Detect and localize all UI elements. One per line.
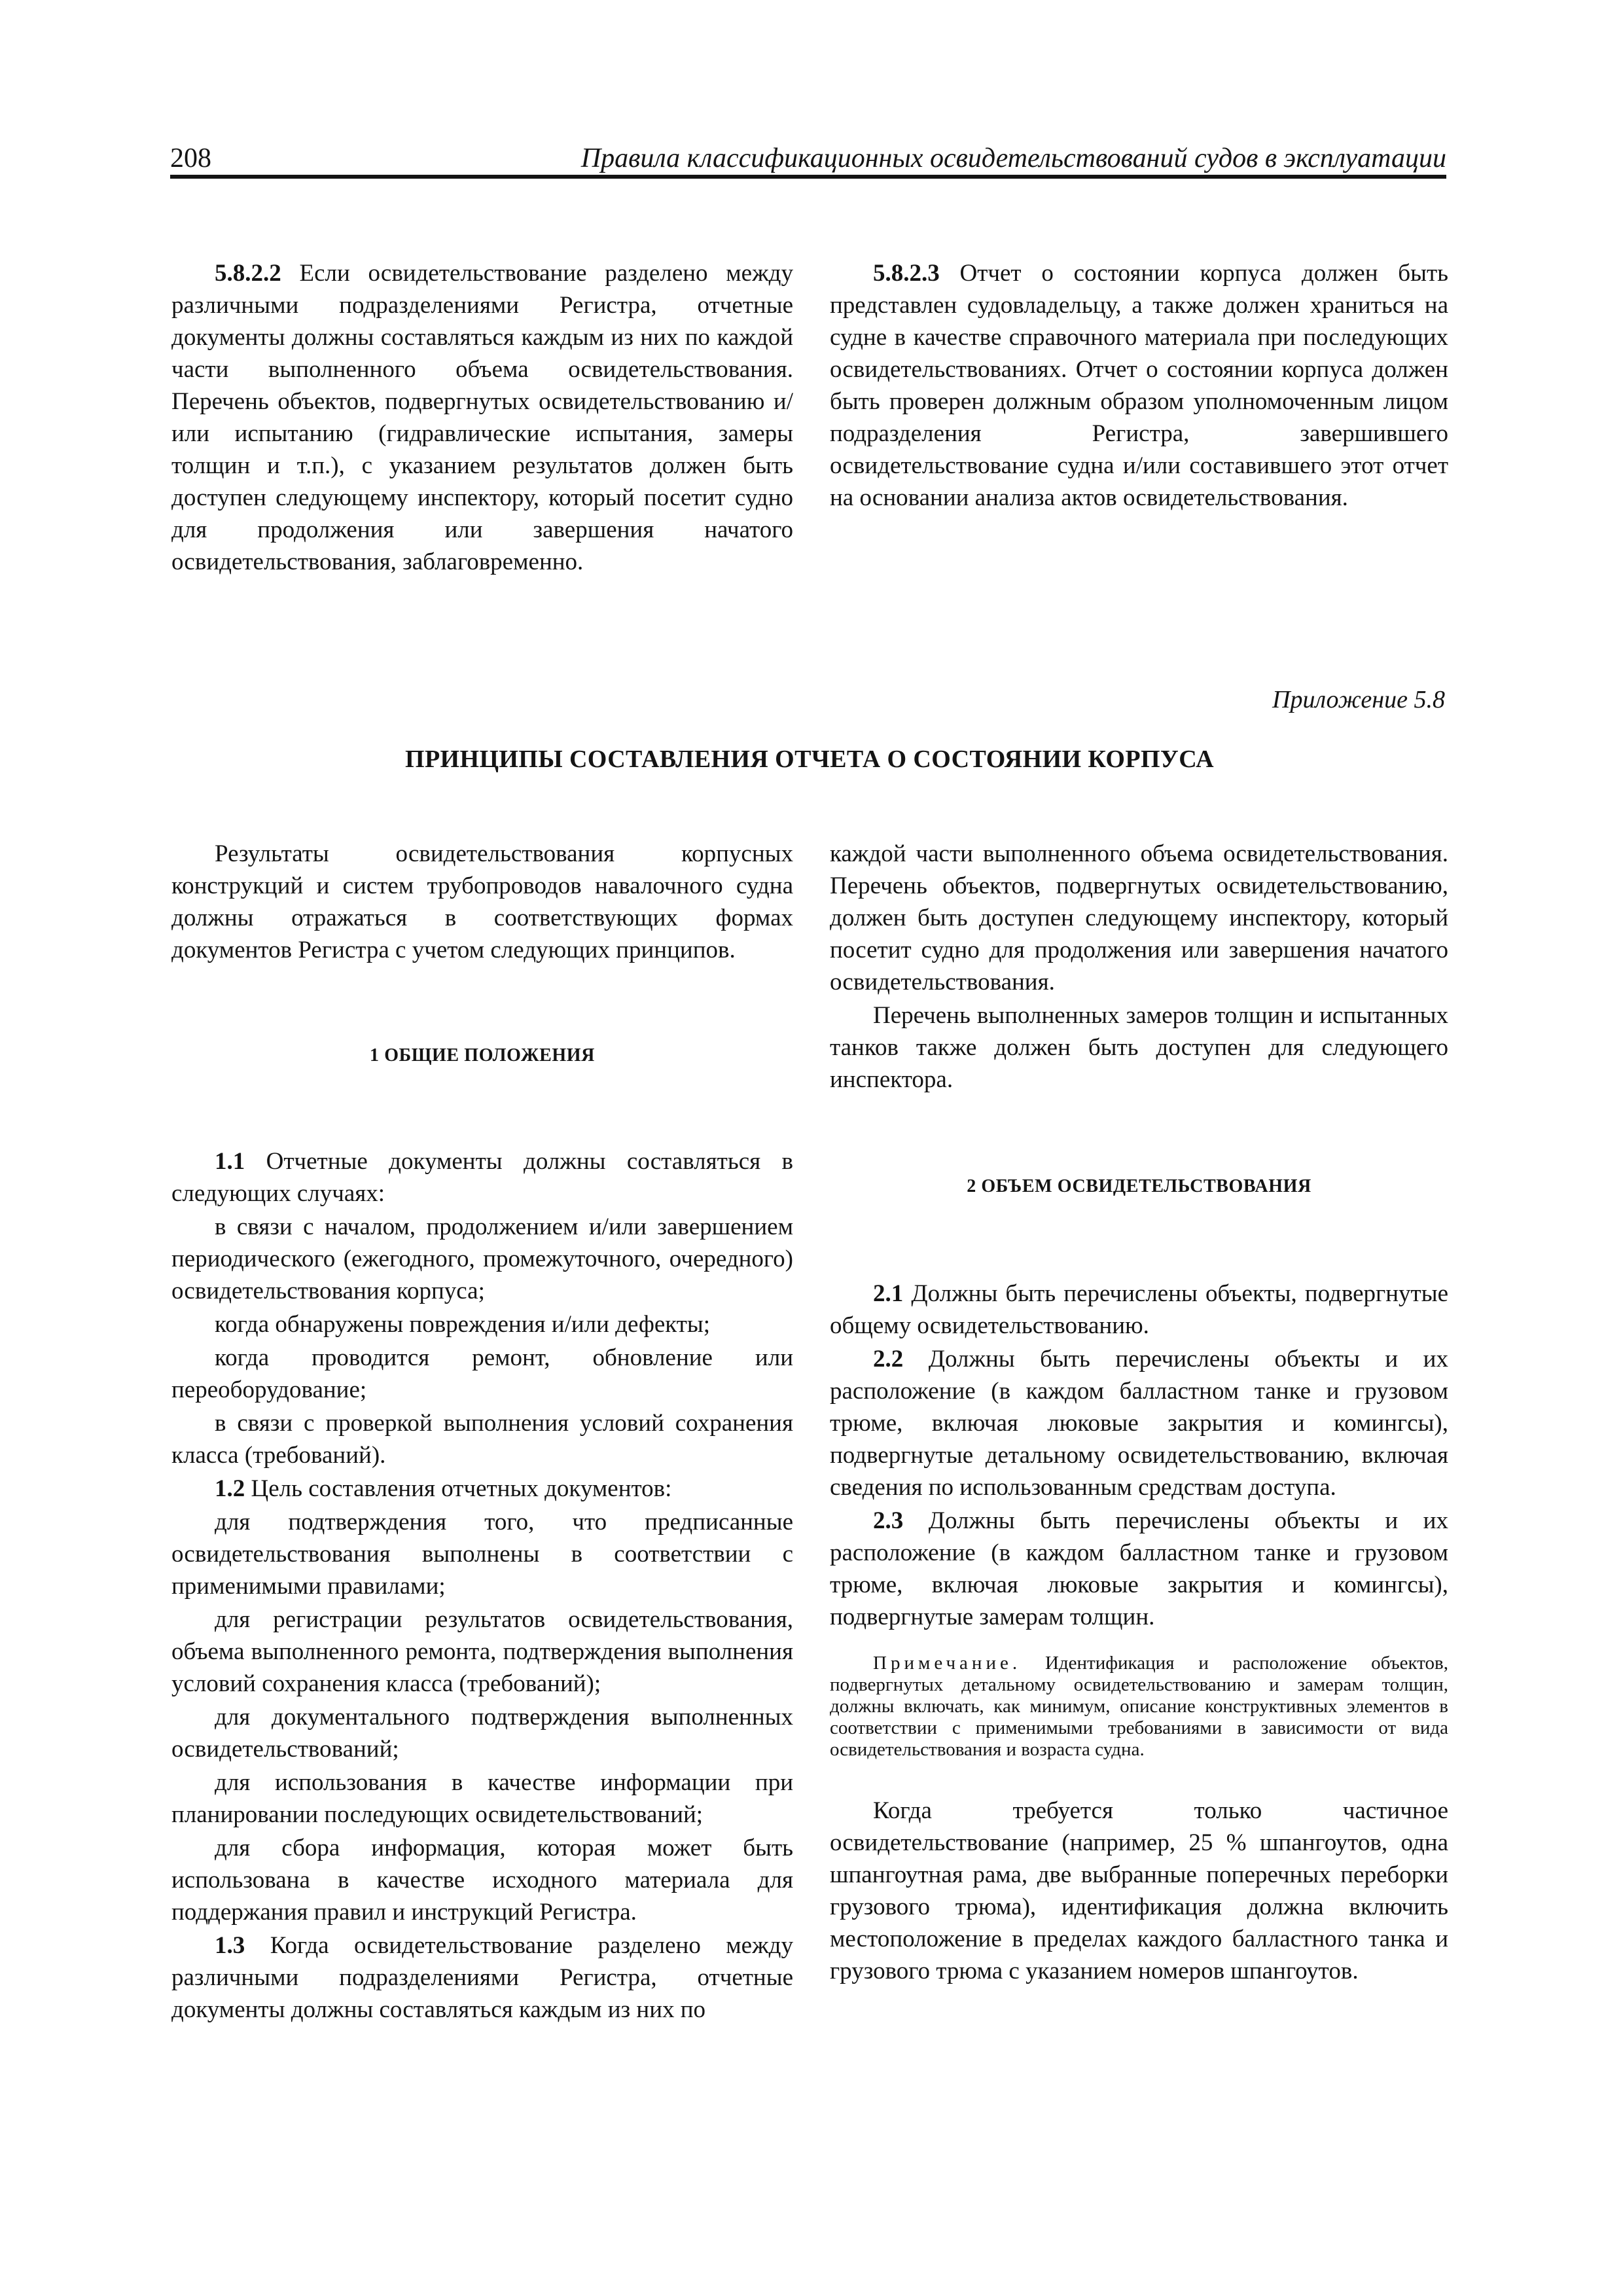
paragraph-text: Должны быть перечислены объекты, подвергнутые общему освидетельствованию. [830,1280,1448,1339]
continued-paragraph: каждой части выполненного объема освидетельствования. Перечень объектов, подвергнутых освидетельствованию, должен быть доступен следующему инспектору, который посетит судно для продолжения или завершения начатого освидетельствования. [830,840,1448,996]
intro-paragraph: Результаты освидетельствования корпусных конструкций и систем трубопроводов навалочного судна должны отражаться в соответствующих формах документов Регистра с учетом следующих принципов. [171,840,793,963]
paragraph-5-8-2-3 [830,257,1448,514]
running-title: Правила классификационных освидетельствований судов в эксплуатации [580,143,1446,173]
paragraph-text: Когда освидетельствование разделено между различными подразделениями Регистра, отчетные документы должны составляться каждым из них по [171,1932,793,2023]
paragraph-number: 1.3 [215,1932,245,1959]
list-item: для сбора информация, которая может быть использована в качестве исходного материала для поддержания правил и инструкций Регистра. [171,1835,793,1926]
section-1-heading: 1 ОБЩИЕ ПОЛОЖЕНИЯ [370,1045,595,1066]
header-rule [170,175,1446,179]
page-number: 208 [170,143,211,173]
paragraph-text: Должны быть перечислены объекты и их расположение (в каждом балластном танке и грузовом трюме, включая люковые закрытия и комингсы), подвергнутые замерам толщин. [830,1507,1448,1630]
list-item: когда обнаружены повреждения и/или дефекты; [215,1311,711,1338]
paragraph-number: 1.2 [215,1475,245,1502]
paragraph-number: 2.1 [873,1280,904,1307]
paragraph-text: Отчет о состоянии корпуса должен быть представлен судовладельцу, а также должен храниться на судне в качестве справочного материала при последующих освидетельствованиях. Отчет о состоянии корпуса должен быть проверен должным образом уполномоченным лицом подразделения Регистра, завершившего освидетельствование судна и/или составившего этот отчет на основании анализа актов освидетельствования. [830,260,1448,511]
paragraph: Перечень выполненных замеров толщин и испытанных танков также должен быть доступен для следующего инспектора. [830,1002,1448,1093]
paragraph-text: Если освидетельствование разделено между различными подразделениями Регистра, отчетные документы должны составляться каждым из них по каждой части выполненного объема освидетельствования. Перечень объектов, подвергнутых освидетельствованию и/или испытанию (гидравлические испытания, замеры толщин и т.п.), с указанием результатов должен быть доступен следующему инспектору, который посетит судно для продолжения или завершения начатого освидетельствования, заблаговременно. [171,260,793,575]
list-item: когда проводится ремонт, обновление или переоборудование; [171,1344,793,1403]
list-item: в связи с началом, продолжением и/или завершением периодического (ежегодного, промежуточного, очередного) освидетельствования корпуса; [171,1213,793,1304]
list-item: для использования в качестве информации при планировании последующих освидетельствований; [171,1769,793,1828]
paragraph-text: Должны быть перечислены объекты и их расположение (в каждом балластном танке и грузовом трюме, включая люковые закрытия и комингсы), подвергнутые детальному освидетельствованию, включая сведения по использованным средствам доступа. [830,1346,1448,1501]
paragraph-number: 2.3 [873,1507,904,1534]
paragraph-number: 5.8.2.2 [215,260,281,287]
paragraph-text: Отчетные документы должны составляться в следующих случаях: [171,1148,793,1207]
list-item: в связи с проверкой выполнения условий сохранения класса (требований). [171,1410,793,1469]
list-item: для подтверждения того, что предписанные освидетельствования выполнены в соответствии с применимыми правилами; [171,1509,793,1600]
note-label: Примечание. [873,1653,1022,1674]
paragraph-number: 5.8.2.3 [873,260,940,287]
left-column [171,838,793,2026]
appendix-label: Приложение 5.8 [1272,686,1445,713]
main-title: ПРИНЦИПЫ СОСТАВЛЕНИЯ ОТЧЕТА О СОСТОЯНИИ КОРПУСА [404,745,1215,773]
list-item: для документального подтверждения выполненных освидетельствований; [171,1704,793,1763]
paragraph-text: Цель составления отчетных документов: [245,1475,672,1502]
note [830,1653,1448,1761]
list-item: для регистрации результатов освидетельствования, объема выполненного ремонта, подтверждения выполнения условий сохранения класса (требований); [171,1606,793,1697]
paragraph-5-8-2-2 [171,257,793,578]
right-column [830,838,1448,1987]
paragraph-number: 2.2 [873,1346,904,1372]
final-paragraph: Когда требуется только частичное освидетельствование (например, 25 % шпангоутов, одна шпангоутная рама, две выбранные поперечных переборки грузового трюма), идентификация должна включить местоположение в пределах каждого балластного танка и грузового трюма с указанием номеров шпангоутов. [830,1797,1448,1984]
section-2-heading: 2 ОБЪЕМ ОСВИДЕТЕЛЬСТВОВАНИЯ [967,1176,1311,1196]
paragraph-number: 1.1 [215,1148,245,1175]
note-text: Идентификация и расположение объектов, подвергнутых детальному освидетельствованию и замерам толщин, должны включать, как минимум, описание конструктивных элементов в соответствии с применимыми требованиями в зависимости от вида освидетельствования и возраста судна. [830,1653,1448,1760]
